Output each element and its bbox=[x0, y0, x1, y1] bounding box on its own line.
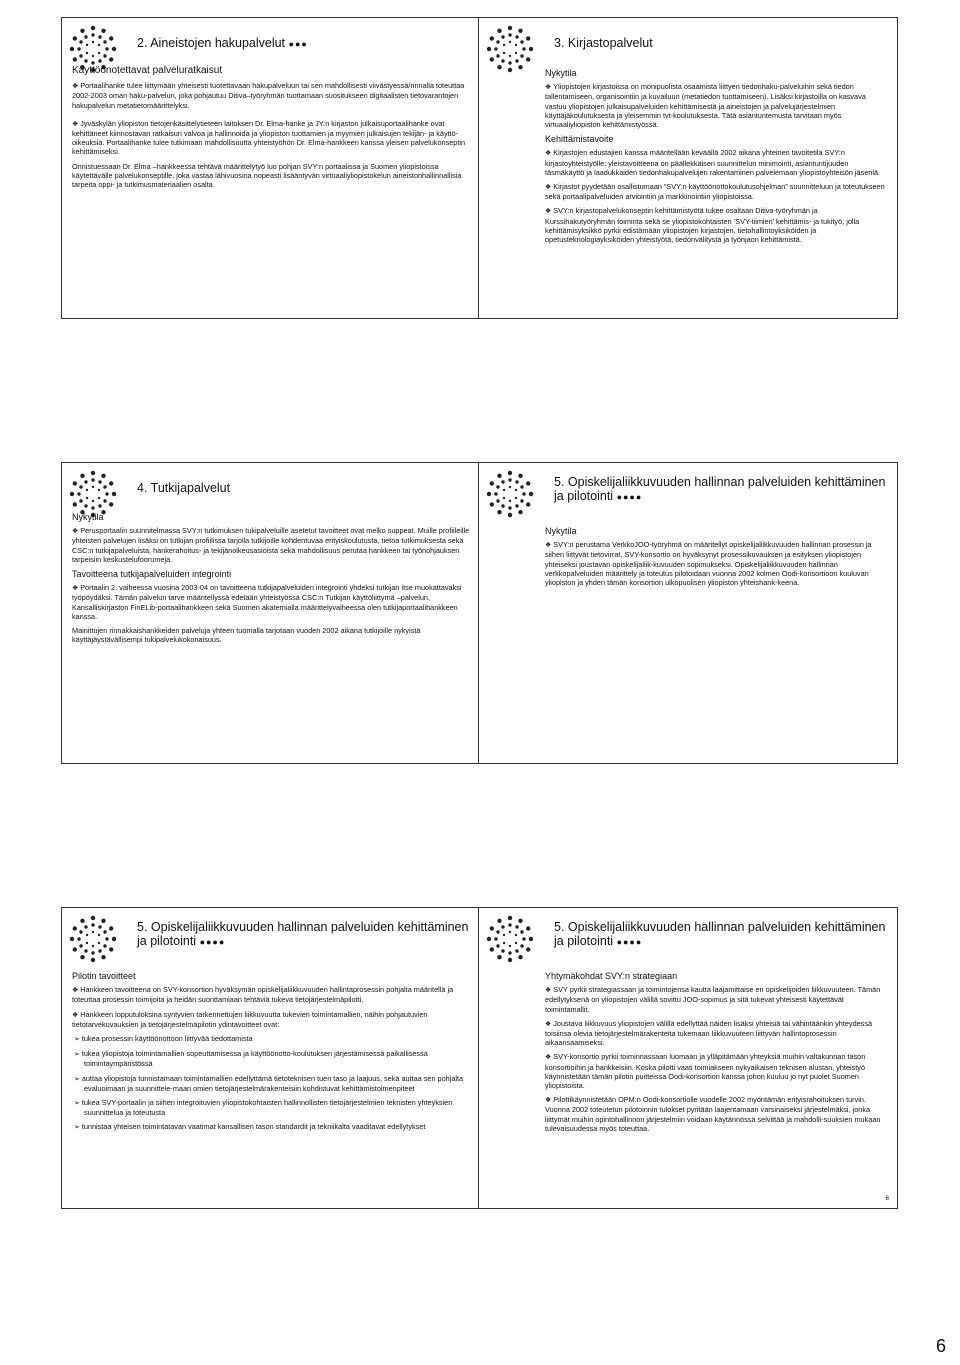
section-heading: Kehittämistavoite bbox=[545, 134, 614, 145]
sun-dots-logo-icon bbox=[67, 913, 119, 965]
page-number: 6 bbox=[935, 1336, 946, 1356]
slide-title: 5. Opiskelijaliikkuvuuden hallinnan palveluiden kehittäminen ja pilotointi ●●●● bbox=[554, 475, 886, 503]
slide-body bbox=[72, 507, 472, 649]
progress-dots: ●●●● bbox=[199, 937, 226, 947]
section-heading: Pilotin tavoitteet bbox=[72, 971, 136, 981]
section-heading: Käyttöönotettavat palveluratkaisut bbox=[72, 65, 223, 76]
paragraph: ❖ Perusportaalin suunnitelmassa SVY:n tutkimuksen tukipalveluille asetetut tavoitteet ovat melko suppeat. Muille profiileille yhteisten palvelujen lisäksi on tutkijan profiilissa tarjolla tutkijoille kohdentuvaa erityiskoulutusta, tietoa tutkimuksesta sekä CSC:n tutkijapalveluista, hankerahoitus- ja tekijänoikeusasioista sekä mahdollisuus perutaa hankkeen tai työnohjauksen tarpeisiin keskustelufoorumeja. bbox=[72, 526, 472, 564]
slide-body bbox=[72, 966, 472, 1138]
slide-number: 6 bbox=[885, 1196, 889, 1202]
list-item: ➢ tukea SVY-portaalin ja siihen integroituvien yliopistokohtaisten hallinnollisten tietojärjestelmien teknisten yhteyksien suunnittelua ja toteutusta bbox=[72, 1098, 472, 1117]
slide-body bbox=[72, 66, 472, 194]
paragraph: ❖ Hankkeen tavoitteena on SVY-konsortion hyväksymän opiskelijaliikkuvuuden hallintaprosessin pohjalta määritellä ja toteuttaa prosessin toimijoita ja heidän suorittamiaan tehtäviä tukeva tietojärjestelmäpilotti. bbox=[72, 985, 472, 1004]
slide-6 bbox=[478, 907, 898, 1209]
list-item: ➢ tukea prosessin käyttöönottoon liittyvää tiedottamista bbox=[72, 1034, 472, 1044]
slide-title: 5. Opiskelijaliikkuvuuden hallinnan palveluiden kehittäminen ja pilotointi ●●●● bbox=[137, 920, 469, 948]
slide-3 bbox=[61, 462, 481, 764]
paragraph: ❖ SVY:n perustama VerkkoJOO-työryhmä on määritellyt opiskelijaliikkuvuuden hallinnan prosessin ja siihen liittyvät tietovirrat. SVY-konsortio on hyväksynyt prosessikuvauksen ja esityksen yliopistojen yhteiseksi joustavan opiskelijaliik-kuvuuden sopimukseksi. Opiskelijaliikkuvuuden hallinnan verkkopalveluiden määrittely ja toteutus pilotoidaan vuonna 2002 kolmen Oodi-konsortioon kuuluvan yliopiston ja yhden tämän konsortion ulkopuolisen yliopiston yhteishank-keena. bbox=[545, 540, 889, 587]
sun-dots-logo-icon bbox=[484, 913, 536, 965]
progress-dots: ●●●● bbox=[616, 492, 643, 502]
slide-4 bbox=[478, 462, 898, 764]
paragraph: ❖ Portaalihanke tulee liittymään yhteisesti tuotettavaan hakupalveluun tai sen mahdollisesti viivästyessä/rinnalla toteuttaa 2002-2003 oman haku-palvelun, joka pohjautuu Ditiva–työryhmän tuottamaan suositukseen digitaalisten tietovarantojen hakupalvelun metatietomäärittelyksi. bbox=[72, 81, 472, 110]
section-heading: Tavoitteena tutkijapalveluiden integrointi bbox=[72, 569, 232, 580]
slide-title: 4. Tutkijapalvelut bbox=[137, 481, 231, 495]
slide-body bbox=[545, 521, 889, 592]
paragraph: Mainittujen rinnakkaishankkeiden palveluja yhteen tuomalla tarjotaan vuoden 2002 aikana tutkijoille nykyistä käyttäjäystävällisempi tukipalvelukokonaisuus. bbox=[72, 626, 421, 645]
section-heading: Nykytila bbox=[545, 526, 577, 536]
paragraph: ❖ SVY:n kirjastopalvelukonseptin kehittämistyötä tukee osaltaan Ditiva-työryhmän ja Kurssihakutyöryhmän toiminta sekä se yliopistokohtaisten ’SVY-tiimien’ kehittämis- ja tukityö, jolla kehittämisyksikkö pyrkii edistämään yliopistojen kirjastojen, tietohallintoyksiköiden ja opetusteknologiayksiköiden yhteistyötä, tiedonvälitystä ja työnjaon kehittämistä. bbox=[545, 206, 889, 244]
progress-dots: ●●●● bbox=[616, 937, 643, 947]
sun-dots-logo-icon bbox=[484, 23, 536, 75]
slide-title: 5. Opiskelijaliikkuvuuden hallinnan palveluiden kehittäminen ja pilotointi ●●●● bbox=[554, 920, 886, 948]
paragraph: ❖ Hankkeen lopputuloksina syntyvien tarkennettujen liikkuvuutta tukevien toimintamallien, näihin pohjautuvien tietotarvekuvauksien ja tietojärjestelmäpilotin ydintavoitteet ovat: bbox=[72, 1010, 472, 1029]
slide-body bbox=[545, 966, 889, 1138]
paragraph: Onnistuessaan Dr. Elma –hankkeessa tehtävä määrittelytyö luo pohjan SVY:n portaalissa ja Suomen yliopistoissa käytettävälle palvelukonseptille, joka vastaa lähivuosina nopeasti lisääntyvän virtuaaliyliopistokelun aineistonhallinnallisia tarpeita oppi- ja tutkimusmateriaalien osalta. bbox=[72, 161, 462, 190]
paragraph: ❖ Kirjastot pyydetään osallistumaan ”SVY:n käyttöönottokoulutusohjelman” suunnitteluun ja toteutukseen sekä portaalipalveluiden arviointiin ja markkinointiin yliopistoissa. bbox=[545, 182, 889, 201]
section-heading: Yhtymäkohdat SVY:n strategiaan bbox=[545, 971, 678, 981]
slide-title: 2. Aineistojen hakupalvelut ●●● bbox=[137, 36, 308, 50]
paragraph: ❖ Pilottikäynnistetään OPM:n Oodi-konsortiolle vuodelle 2002 myöntämän erityisrahoituksen turvin. Vuonna 2002 toteutetun pilotoinnin tulokset pyritään laajentamaan varsinaiseksi järjestelmäksi, jonka liittymät muihin opintohallinnon järjestelmiin voidaan käytännössä selvittää ja mahdolli-suuksien mukaan tulevaisuudessa myös toteuttaa. bbox=[545, 1095, 889, 1133]
slide-title: 3. Kirjastopalvelut bbox=[554, 36, 653, 50]
paragraph: ❖ SVY-konsortio pyrkii toiminnassaan luomaan ja ylläpitämään yhteyksiä muihin valtakunnan tason konsortioihin ja hankkeisiin. Koska pilotti vaati toimiakseen nykyaikaisen teknisen alustan, yhteistyö käynnistetään tämän pilotin puitteissa Oodi-konsortion kanssa johon kuuluu jo nyt puolet Suomen yliopistoista. bbox=[545, 1052, 889, 1090]
slide-body bbox=[545, 63, 889, 249]
slide-5 bbox=[61, 907, 481, 1209]
paragraph: ❖ Jyväskylän yliopiston tietojenkäsittelytieteen laitoksen Dr. Elma-hanke ja JY:n kirjaston julkaisuportaalihanke ovat kehittäneet kiinnostavan ratkaisun valvoa ja hallinnoida ja yliopiston tuottamien ja myymien julkaisujen tekijän- ja käyttö-oikeuksia. Portaalihanke tulee tutkimaan mahdollisuutta yhteistyöhön Dr. Elma-hankkeen kanssa yleisen palvelukonseptin kehittämiseksi. bbox=[72, 119, 472, 157]
paragraph: ❖ Yliopistojen kirjastoissa on monipuolista osaamista liittyen tiedonhaku-palveluihin sekä tiedon tallentamiseen, organisointiin ja kuvailuun (metatiedon tuottamiseen). Lisäksi kirjastoilla on kasvava vastuu yliopistojen julkaisupalveluiden kehittämisestä ja aineistojen ja palvelujärjestelmien käyttäjäkoulutuksesta ja yleisemmin tvt-koulutuksesta. Tätä asiantuntemusta tarvitaan myös virtuaaliyliopiston kehittämistyössä. bbox=[545, 82, 889, 129]
paragraph: ❖ Portaalin 2. vaiheessa vuosina 2003-04 on tavoitteena tutkijapalveluiden integrointi yhdeksi tutkijan itse muokattavaksi työpöydäksi. Tämän palvelun tarve määritellyssä edetään yhteistyössä CSC:n Tutkijan käyttöliittymä –palvelun, Kansalliskirjaston FinELib-portaalihankkeen sekä Suomen akatemialla määrittelyvaiheessa olen tutkijaportaalihankkeen kanssa. bbox=[72, 583, 472, 621]
list-item: ➢ tukea yliopistoja toimintamallien sopeuttamisessa ja käyttöönotto-koulutuksen järjestämisessä paikallisessa toimintaympäristössä bbox=[72, 1049, 472, 1068]
paragraph: ❖ Kirjastojen edustajien kanssa määritellään keväällä 2002 aikana yhteinen tavoitetila SVY:n kirjastoyhteistyölle: yleistavoitteena on päällekkäisen suunnittelun minimointi, asiantuntijuuden täsmäkäyttö ja laadukkaiden tiedonhakupalvelujen rakentaminen palvelemaan yliopistoyhteisön jäseniä. bbox=[545, 148, 889, 177]
list-item: ➢ tunnistaa yhteisen toimintatavan vaatimat kansallisen tason standardit ja tekniikalta vaaditavat edellytykset bbox=[72, 1122, 472, 1132]
progress-dots: ●●● bbox=[288, 39, 308, 49]
list-item: ➢ auttaa yliopistoja tunnistamaan toimintamallien edellyttämä tietoteknisen tuen taso ja laajuus, sekä auttaa sen pohjalta evaluoimaan ja suunnittele-maan omien tietojärjestelmärakenteisiin kohdistuvat kehittämistoimenpiteet bbox=[72, 1074, 472, 1093]
paragraph: ❖ Joustava liikkuvuus yliopistojen välillä edellyttää näiden lisäksi yhteisiä tai vähintäänkin yhteydessä toisiinsa olevia tietojärjestelmärakenteita tukemaan liikkuvuuteen liittyvän hallintoprosessin aikaansaamiseksi. bbox=[545, 1019, 889, 1048]
section-heading: Nykytila bbox=[545, 68, 577, 78]
section-heading: Nykytila bbox=[72, 512, 104, 522]
slide-2 bbox=[478, 17, 898, 319]
sun-dots-logo-icon bbox=[484, 468, 536, 520]
slide-1 bbox=[61, 17, 481, 319]
paragraph: ❖ SVY pyrkii strategiassaan ja toimintojensa kautta laajamittaise en opiskelijoiden liikkuvuuteen. Tämän edellytyksenä on yliopistojen välillä sovittu JOO-sopimus ja sitä tukevat yhteisesti käytettävät toimintamallit. bbox=[545, 985, 889, 1014]
